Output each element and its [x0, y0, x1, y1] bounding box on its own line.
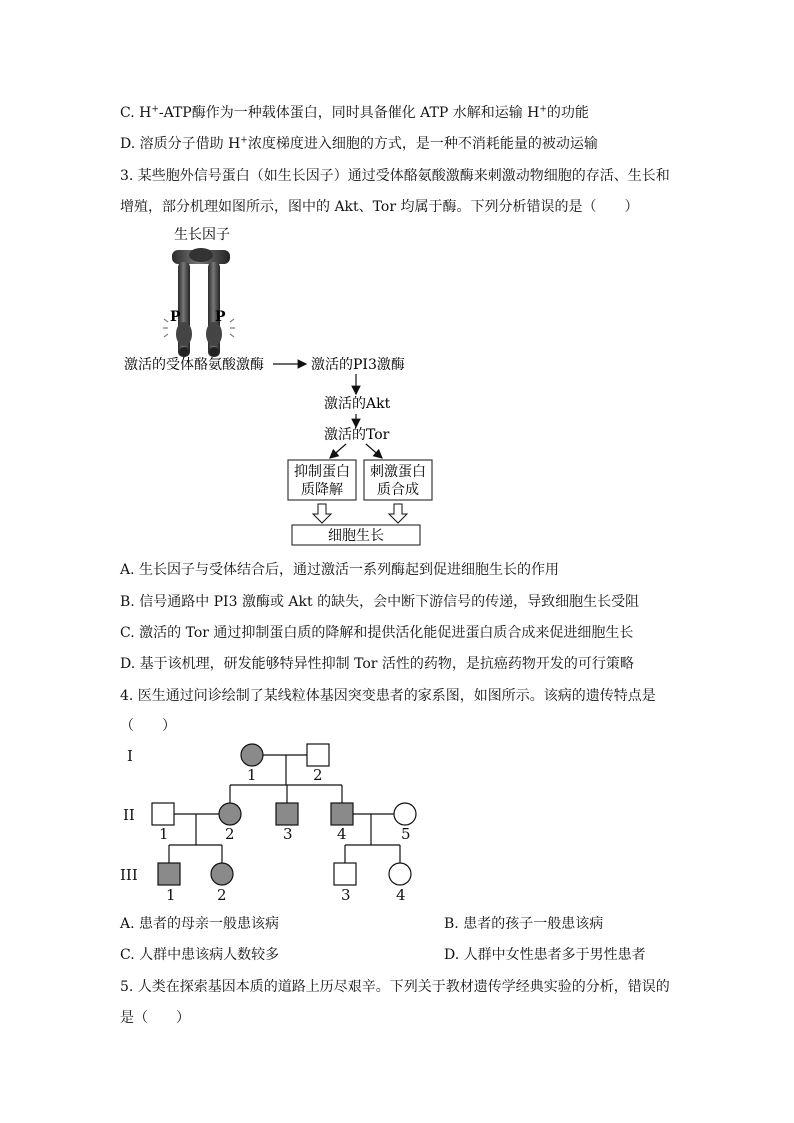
svg-text:4: 4	[396, 886, 406, 904]
svg-text:抑制蛋白: 抑制蛋白	[294, 464, 350, 480]
activated-akt-label: 激活的Akt	[324, 396, 391, 412]
growth-factor-label: 生长因子	[174, 227, 230, 243]
pedigree-figure	[115, 735, 435, 907]
pedigree-III3-male	[334, 863, 356, 885]
svg-text:5: 5	[401, 825, 411, 843]
q4-stem-line2: （ ）	[120, 718, 176, 734]
pedigree-I2-male	[307, 744, 329, 766]
svg-text:1: 1	[159, 825, 169, 843]
q5-stem-line1: 5. 人类在探索基因本质的道路上历尽艰辛。下列关于教材遗传学经典实验的分析，错误的	[120, 979, 670, 995]
hollow-arrow-icon	[313, 504, 331, 523]
activated-tor-label: 激活的Tor	[324, 427, 390, 443]
option-d-prev: D. 溶质分子借助 H+浓度梯度进入细胞的方式，是一种不消耗能量的被动运输	[120, 135, 598, 152]
q4-option-a: A. 患者的母亲一般患该病	[120, 916, 280, 932]
svg-text:1: 1	[166, 886, 176, 904]
q4-option-b: B. 患者的孩子一般患该病	[444, 916, 604, 932]
hollow-arrow-icon	[389, 504, 407, 523]
phosphate-label-left: P	[170, 309, 181, 325]
pedigree-III1-affected-male	[158, 863, 180, 885]
pedigree-II4-affected-male	[331, 803, 353, 825]
q3-stem-line1: 3. 某些胞外信号蛋白（如生长因子）通过受体酪氨酸激酶来刺激动物细胞的存活、生长和	[120, 168, 670, 184]
q4-option-d: D. 人群中女性患者多于男性患者	[444, 947, 646, 963]
pedigree-II5-female	[394, 803, 416, 825]
svg-text:2: 2	[313, 766, 323, 784]
generation-I-label: I	[127, 747, 133, 765]
svg-text:1: 1	[247, 766, 257, 784]
svg-text:细胞生长: 细胞生长	[328, 528, 384, 544]
pedigree-I1-affected-female	[241, 744, 263, 766]
option-c-prev: C. H+-ATP酶作为一种载体蛋白，同时具备催化 ATP 水解和运输 H+的功能	[120, 104, 589, 121]
phosphate-label-right: P	[215, 309, 226, 325]
activated-pi3-label: 激活的PI3激酶	[311, 357, 405, 373]
activated-receptor-label: 激活的受体酪氨酸激酶	[124, 357, 264, 373]
q4-option-c: C. 人群中患该病人数较多	[120, 947, 280, 963]
pedigree-II2-affected-female	[219, 803, 241, 825]
svg-text:4: 4	[337, 825, 347, 843]
q3-option-c: C. 激活的 Tor 通过抑制蛋白质的降解和提供活化能促进蛋白质合成来促进细胞生长	[120, 625, 634, 641]
signaling-pathway-figure	[118, 222, 448, 547]
svg-text:质合成: 质合成	[377, 482, 419, 498]
svg-text:质降解: 质降解	[301, 482, 343, 498]
svg-text:3: 3	[283, 825, 293, 843]
q3-stem-line2: 增殖，部分机理如图所示，图中的 Akt、Tor 均属于酶。下列分析错误的是（ ）	[120, 199, 639, 215]
pedigree-III2-affected-female	[211, 863, 233, 885]
generation-II-label: II	[123, 806, 135, 824]
pedigree-III4-female	[389, 863, 411, 885]
svg-text:2: 2	[225, 825, 235, 843]
receptor-dimer-icon	[163, 248, 235, 357]
q3-option-b: B. 信号通路中 PI3 激酶或 Akt 的缺失，会中断下游信号的传递，导致细胞生长受阻	[120, 594, 640, 610]
q4-stem-line1: 4. 医生通过问诊绘制了某线粒体基因突变患者的家系图，如图所示。该病的遗传特点是	[120, 688, 656, 704]
svg-text:2: 2	[217, 886, 227, 904]
pedigree-II1-male	[152, 803, 174, 825]
svg-text:3: 3	[341, 886, 351, 904]
generation-III-label: III	[120, 866, 138, 884]
q3-option-d: D. 基于该机理，研发能够特异性抑制 Tor 活性的药物，是抗癌药物开发的可行策略	[120, 656, 634, 672]
q5-stem-line2: 是（ ）	[120, 1010, 190, 1026]
q3-option-a: A. 生长因子与受体结合后，通过激活一系列酶起到促进细胞生长的作用	[120, 562, 560, 578]
svg-text:刺激蛋白: 刺激蛋白	[370, 464, 426, 480]
pedigree-II3-affected-male	[276, 803, 298, 825]
